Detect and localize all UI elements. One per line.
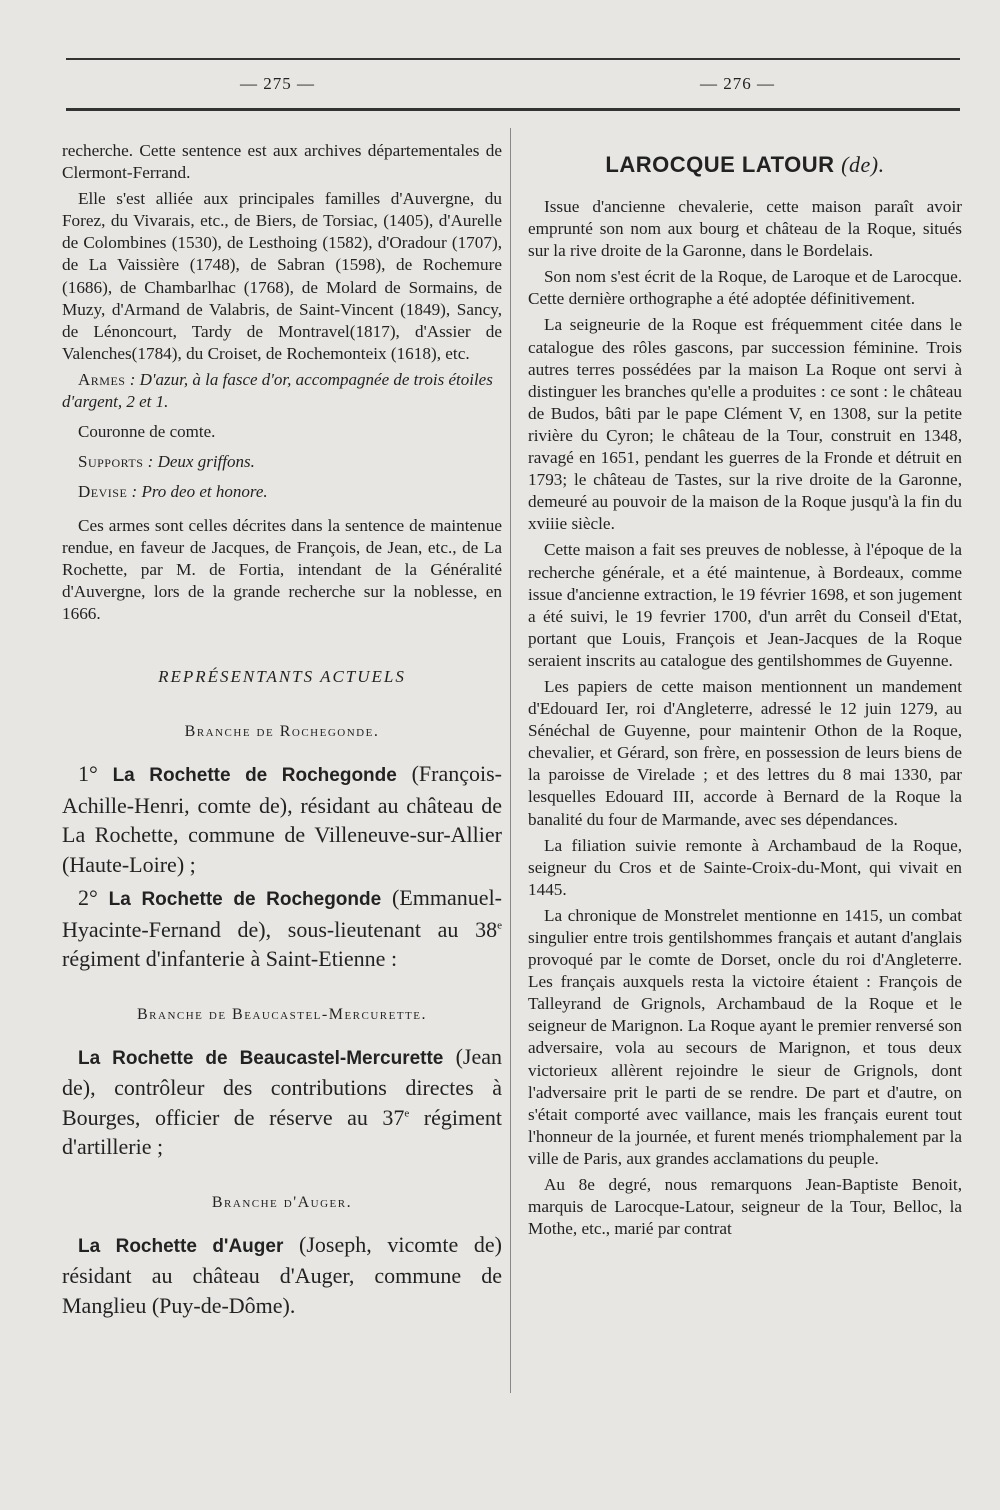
entry-text-end: régiment d'infanterie à Saint-Etienne : (62, 946, 398, 972)
entry-text-end: régiment d'artillerie ; (62, 1104, 502, 1160)
paragraph: Cette maison a fait ses preuves de noblesse, à l'époque de la recherche générale, et a été maintenue, à Bordeaux, comme issue d'ancienne extraction, le 19 février 1698, et son jugement a été suivi, le 19 fevrier 1700, d'un arrêt du Conseil d'Etat, portant que Louis, François et Jean-Jacques de la Roque seraient inscrits au catalogue des gentilshommes de Guyenne. (528, 540, 962, 670)
article-title-particle: (de). (841, 152, 885, 177)
entry-text: (Jean de), contrôleur des contributions directes à Bourges, officier de réserve au 37 (62, 1043, 502, 1130)
section-title: REPRÉSENTANTS ACTUELS (158, 667, 406, 687)
entry-4 (62, 1230, 502, 1321)
right-column (528, 140, 962, 1244)
paragraph: Issue d'ancienne chevalerie, cette maison paraît avoir emprunté son nom aux bourg et château de la Roque, situés sur la rive droite de la Garonne, dans le Bordelais. (528, 197, 962, 261)
paragraph: La filiation suivie remonte à Archambaud de la Roque, seigneur du Cros et de Sainte-Croix-du-Mont, qui vivait en 1445. (528, 835, 962, 899)
superscript: e (404, 1107, 410, 1120)
devise-line (62, 481, 502, 503)
paragraph-alliances: Elle s'est alliée aux principales familles d'Auvergne, du Forez, du Vivarais, etc., de Biers, de Torsiac, (1405), d'Aurelle de Colombines (1530), de Lesthoing (1582), d'Oradour (1707), de La Vaissière (1748), de Sabran (1598), de Rochemure (1686), de Chambarlhac (1768), de Molard de Sormains, de Muzy, d'Armand de Valabris, de Saint-Vincent (1849), Sancy, de Lénoncourt, Tardy de Montravel(1817), d'Assier de Valenches(1784), du Croiset, de Rochemonteix (1618), etc. (62, 189, 502, 363)
entry-text: (François-Achille-Henri, comte de), résidant au château de La Rochette, commune de Villeneuve-sur-Allier (Haute-Loire) ; (62, 761, 503, 877)
entry-name: La Rochette de Beaucastel-Mercurette (78, 1047, 444, 1069)
devise-text: : Pro deo et honore. (131, 481, 268, 501)
article-heading (528, 152, 962, 178)
devise-label: Devise (78, 481, 128, 501)
left-column (62, 140, 502, 1324)
column-divider (510, 128, 511, 1393)
branch-heading-auger: Branche d'Auger. (211, 1193, 353, 1211)
armes-label: Armes (78, 369, 126, 389)
armes-text: : D'azur, à la fasce d'or, accompagnée de trois étoiles d'argent, 2 et 1. (62, 369, 493, 411)
entry-1 (62, 759, 502, 879)
supports-text: : Deux griffons. (147, 451, 255, 471)
entry-3 (62, 1042, 502, 1162)
branch-heading-beaucastel: Branche de Beaucastel-Mercurette. (137, 1005, 427, 1023)
entry-number: 2° (78, 885, 98, 911)
header-rule-top (66, 58, 960, 60)
entry-text: (Joseph, vicomte de) résidant au château d'Auger, commune de Manglieu (Puy-de-Dôme). (62, 1231, 502, 1318)
supports-label: Supports (78, 451, 144, 471)
entry-name: La Rochette d'Auger (78, 1235, 284, 1257)
entry-name: La Rochette de Rochegonde (108, 889, 382, 911)
armes-line (62, 369, 502, 413)
paragraph: La chronique de Monstrelet mentionne en 1415, un combat singulier entre trois gentilshommes français et autant d'anglais provoqué par le comte de Dorset, oncle du roi d'Angleterre. Les français auxquels resta la victoire étaient : François de Talleyrand de Grignols, Archambaud de la Roque et le seigneur de Marignon. La Roque ayant le premier renversé son adversaire, vola au secours de Marignon, et tous deux victorieux allèrent rejoindre le sieur de Grignols, dont l'adversaire prit le parti de se rendre. De part et d'autre, on s'était comporté avec vaillance, mais les français eurent tout l'honneur de la journée, et furent menés triomphalement par la ville de Paris, aux grandes acclamations du peuple. (528, 905, 962, 1168)
branch-heading-rochegonde: Branche de Rochegonde. (184, 723, 380, 741)
paragraph: La seigneurie de la Roque est fréquemment citée dans le catalogue des rôles gascons, par succession féminine. Trois autres terres possédées par la maison La Roque ont servi à distinguer les branches qu'elle a produites : ce sont : le château de Budos, bâti par le pape Clément V, en 1308, sur la petite rivière du Cyron; le château de la Tour, construit en 1348, ravagé en 1651, pendant les guerres de la Fronde et détruit en 1793; le château de Tastes, sur la rive droite de la Garonne, demeuré au pouvoir de la maison de la Roque jusqu'à la fin du xviiie siècle. (528, 315, 962, 534)
entry-number: 1° (78, 761, 98, 787)
entry-2 (62, 883, 502, 974)
superscript: e (497, 919, 502, 932)
couronne-line: Couronne de comte. (78, 421, 216, 441)
article-title: LAROCQUE LATOUR (605, 152, 835, 177)
header-rule-bottom (66, 108, 960, 111)
paragraph: Les papiers de cette maison mentionnent un mandement d'Edouard Ier, roi d'Angleterre, adressé le 12 juin 1279, au Sénéchal de Guyenne, pour maintenir Othon de la Roque, chevalier, et Gérard, son frère, en possession de leurs biens de la paroisse de Virelade ; et des lettres du 8 mai 1330, par lesquelles Edouard III, accorde à Bernard de la Roque la banalité du four de Marmande, avec ses dépendances. (528, 676, 962, 829)
paragraph-sentence: Ces armes sont celles décrites dans la sentence de maintenue rendue, en faveur de Jacques, de François, de Jean, etc., de La Rochette, par M. de Fortia, intendant de la Généralité d'Auvergne, lors de la grande recherche sur la noblesse, en 1666. (62, 515, 502, 624)
supports-line (62, 451, 502, 473)
page-number-left: — 275 — (240, 74, 315, 93)
paragraph: Au 8e degré, nous remarquons Jean-Baptiste Benoit, marquis de Larocque-Latour, seigneur de la Tour, Belloc, la Mothe, etc., marié par contrat (528, 1175, 962, 1239)
paragraph: Son nom s'est écrit de la Roque, de Laroque et de Larocque. Cette dernière orthographe a été adoptée définitivement. (528, 267, 962, 309)
paragraph: recherche. Cette sentence est aux archives départementales de Clermont-Ferrand. (62, 141, 502, 183)
page-number-right: — 276 — (700, 74, 775, 93)
entry-name: La Rochette de Rochegonde (112, 765, 397, 787)
entry-text: (Emmanuel-Hyacinte-Fernand de), sous-lieutenant au 38 (62, 885, 503, 942)
